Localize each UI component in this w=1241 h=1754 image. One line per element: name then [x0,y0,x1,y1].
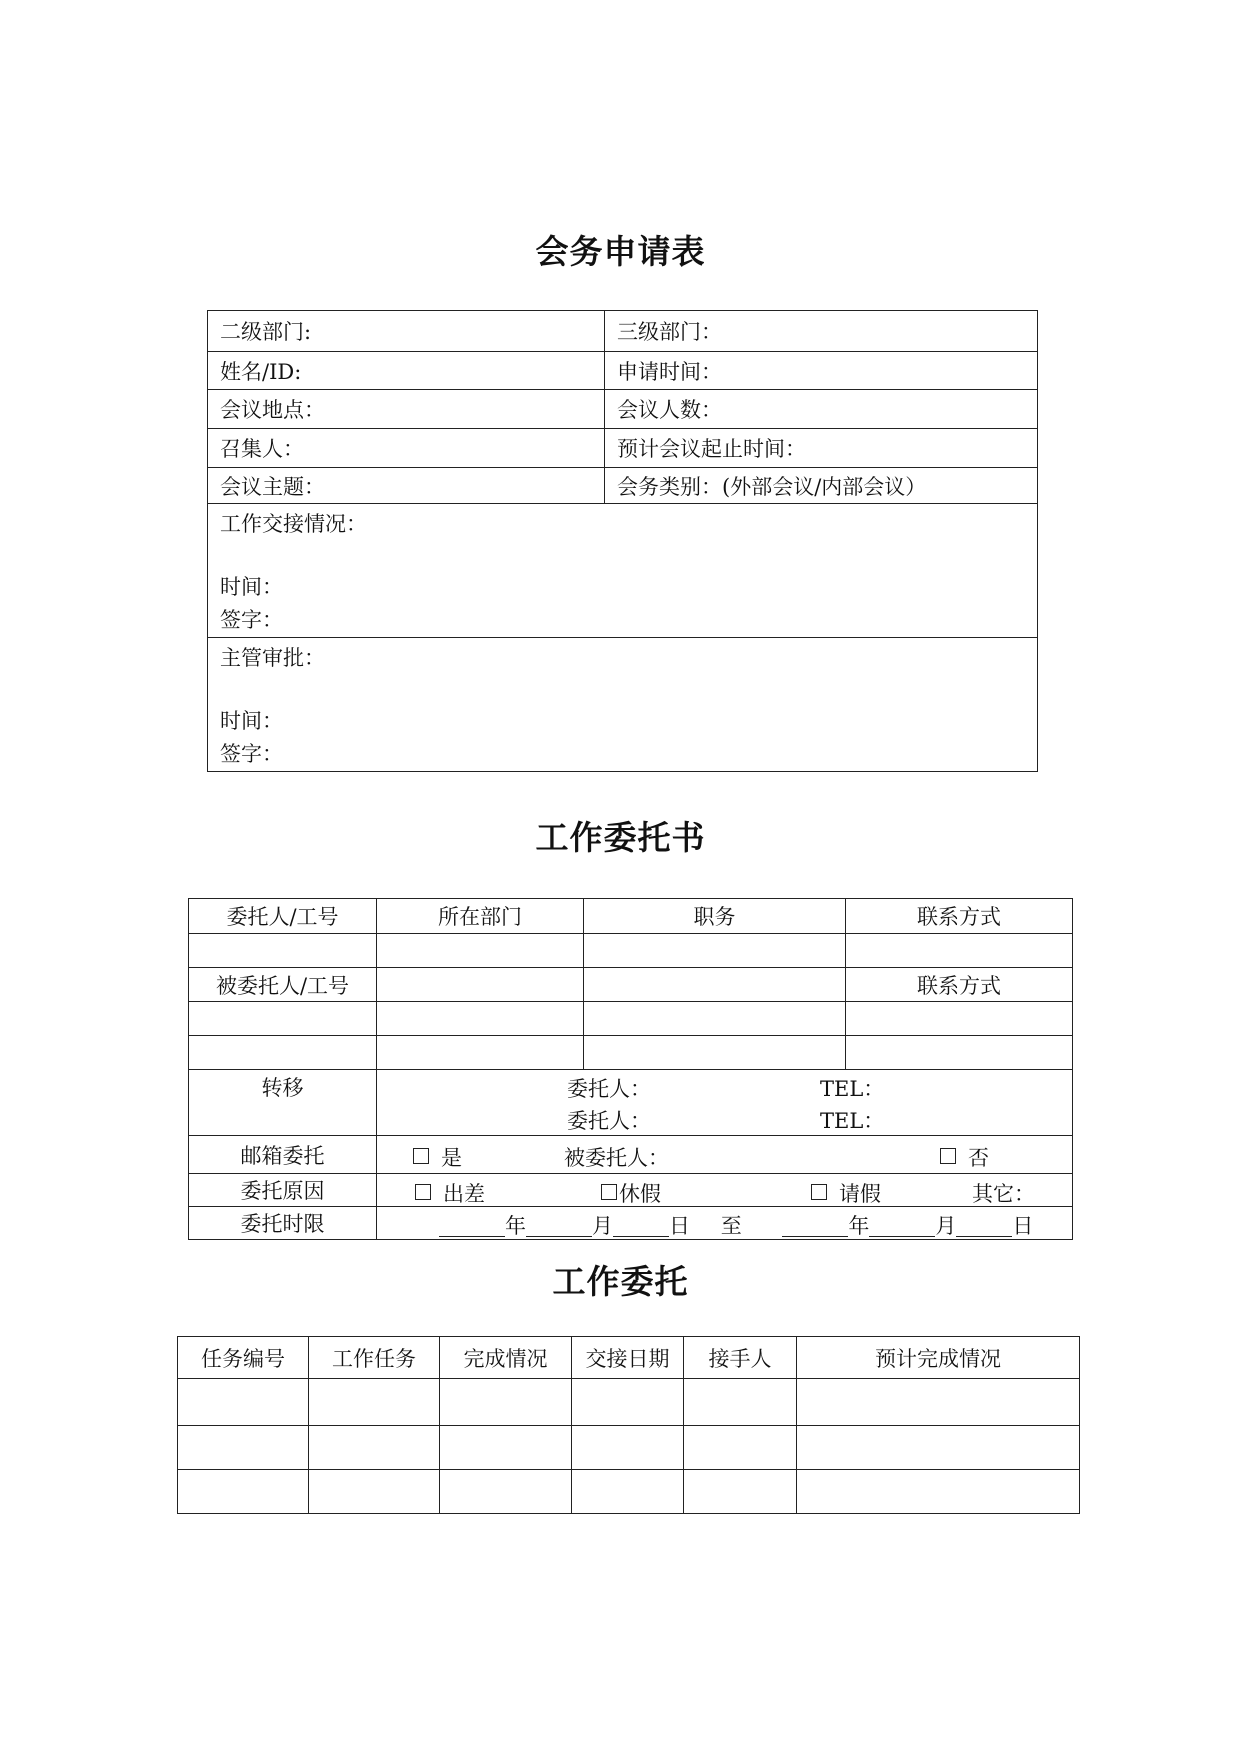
table-row [178,1379,1080,1426]
handover-sign-label: 签字： [220,608,283,632]
reason-leave-option[interactable]: 请假 [811,1178,881,1207]
handover-time-label: 时间： [220,575,283,599]
task-cell[interactable] [572,1379,684,1426]
end-year-blank[interactable] [782,1214,848,1237]
delegator-position-input[interactable] [584,934,846,968]
mailbox-no-option[interactable]: 否 [940,1142,989,1172]
extra-row-cell-3[interactable] [584,1036,846,1070]
transfer-tel-label-1: TEL： [820,1077,885,1101]
delegate-contact-label: 联系方式 [846,968,1073,1002]
extra-row-cell-2[interactable] [377,1036,584,1070]
convener-field[interactable]: 召集人： [208,429,605,468]
approval-cell[interactable] [208,638,1038,772]
reason-vacation-option[interactable]: 休假 [601,1178,661,1207]
header-expected-completion: 预计完成情况 [797,1337,1080,1379]
checkbox-icon[interactable] [601,1184,617,1200]
table-row [178,1426,1080,1470]
task-cell[interactable] [684,1379,797,1426]
transfer-cell[interactable] [377,1070,1073,1136]
transfer-delegator-label-1: 委托人： [567,1077,651,1101]
name-id-field[interactable]: 姓名/ID: [208,352,605,390]
start-day-blank[interactable] [613,1214,669,1237]
delegate-dept-input[interactable] [377,968,584,1002]
meeting-form-title: 会务申请表 [535,232,706,271]
meeting-application-table [207,310,1038,772]
transfer-delegator-label-2: 委托人： [567,1109,651,1133]
delegate-id-label: 被委托人/工号 [189,968,377,1002]
meeting-period-field[interactable]: 预计会议起止时间： [605,429,1038,468]
meeting-category-field[interactable]: 会务类别：(外部会议/内部会议） [605,468,1038,504]
task-cell[interactable] [797,1470,1080,1514]
meeting-location-field[interactable]: 会议地点： [208,390,605,429]
reason-cell [377,1174,1073,1207]
start-year-blank[interactable] [439,1214,505,1237]
task-cell[interactable] [309,1470,440,1514]
header-position: 职务 [584,899,846,934]
reason-business-trip-option[interactable]: 出差 [415,1178,485,1207]
mailbox-cell [377,1136,1073,1174]
task-cell[interactable] [797,1426,1080,1470]
end-day-blank[interactable] [956,1214,1012,1237]
handover-cell[interactable] [208,504,1038,638]
mailbox-delegate-label: 被委托人： [564,1146,669,1170]
reason-label: 委托原因 [189,1174,377,1207]
header-task: 工作任务 [309,1337,440,1379]
delegate-id-input[interactable] [189,1002,377,1036]
header-completion: 完成情况 [440,1337,572,1379]
header-contact: 联系方式 [846,899,1073,934]
second-level-dept-field[interactable]: 二级部门: [208,311,605,352]
task-cell[interactable] [178,1470,309,1514]
delegate-contact-input[interactable] [846,1002,1073,1036]
delegation-task-table [177,1336,1080,1514]
delegation-letter-title: 工作委托书 [535,818,706,857]
mailbox-yes-option[interactable]: 是 [413,1142,462,1172]
task-cell[interactable] [797,1379,1080,1426]
apply-time-field[interactable]: 申请时间： [605,352,1038,390]
delegate-dept-input-2[interactable] [377,1002,584,1036]
transfer-tel-label-2: TEL： [820,1109,885,1133]
task-cell[interactable] [440,1470,572,1514]
task-cell[interactable] [572,1470,684,1514]
checkbox-icon[interactable] [811,1184,827,1200]
task-cell[interactable] [440,1426,572,1470]
task-cell[interactable] [440,1379,572,1426]
table-row [178,1470,1080,1514]
delegate-position-input-2[interactable] [584,1002,846,1036]
attendee-count-field[interactable]: 会议人数： [605,390,1038,429]
delegation-letter-table [188,898,1073,1240]
checkbox-icon[interactable] [413,1148,429,1164]
third-level-dept-field[interactable]: 三级部门： [605,311,1038,352]
delegation-title: 工作委托 [552,1262,689,1301]
approval-sign-label: 签字： [220,742,283,766]
delegator-id-input[interactable] [189,934,377,968]
reason-other-label: 其它： [972,1182,1035,1206]
header-delegator-id: 委托人/工号 [189,899,377,934]
task-cell[interactable] [309,1379,440,1426]
task-cell[interactable] [309,1426,440,1470]
task-cell[interactable] [178,1379,309,1426]
checkbox-icon[interactable] [415,1184,431,1200]
approval-time-label: 时间： [220,709,283,733]
end-month-blank[interactable] [869,1214,935,1237]
task-cell[interactable] [684,1470,797,1514]
delegator-dept-input[interactable] [377,934,584,968]
start-month-blank[interactable] [526,1214,592,1237]
extra-row-cell-1[interactable] [189,1036,377,1070]
handover-label: 工作交接情况： [220,512,367,536]
mailbox-delegation-label: 邮箱委托 [189,1136,377,1174]
delegate-position-input[interactable] [584,968,846,1002]
task-cell[interactable] [572,1426,684,1470]
header-department: 所在部门 [377,899,584,934]
task-cell[interactable] [178,1426,309,1470]
delegator-contact-input[interactable] [846,934,1073,968]
extra-row-cell-4[interactable] [846,1036,1073,1070]
approval-label: 主管审批： [220,646,325,670]
period-label: 委托时限 [189,1207,377,1240]
period-cell [377,1207,1073,1240]
meeting-topic-field[interactable]: 会议主题： [208,468,605,504]
task-cell[interactable] [684,1426,797,1470]
period-range[interactable]: 年 月 日 至 年 月 日 [439,1210,1033,1240]
header-task-id: 任务编号 [178,1337,309,1379]
checkbox-icon[interactable] [940,1148,956,1164]
header-handover-date: 交接日期 [572,1337,684,1379]
transfer-label: 转移 [189,1070,377,1136]
header-receiver: 接手人 [684,1337,797,1379]
